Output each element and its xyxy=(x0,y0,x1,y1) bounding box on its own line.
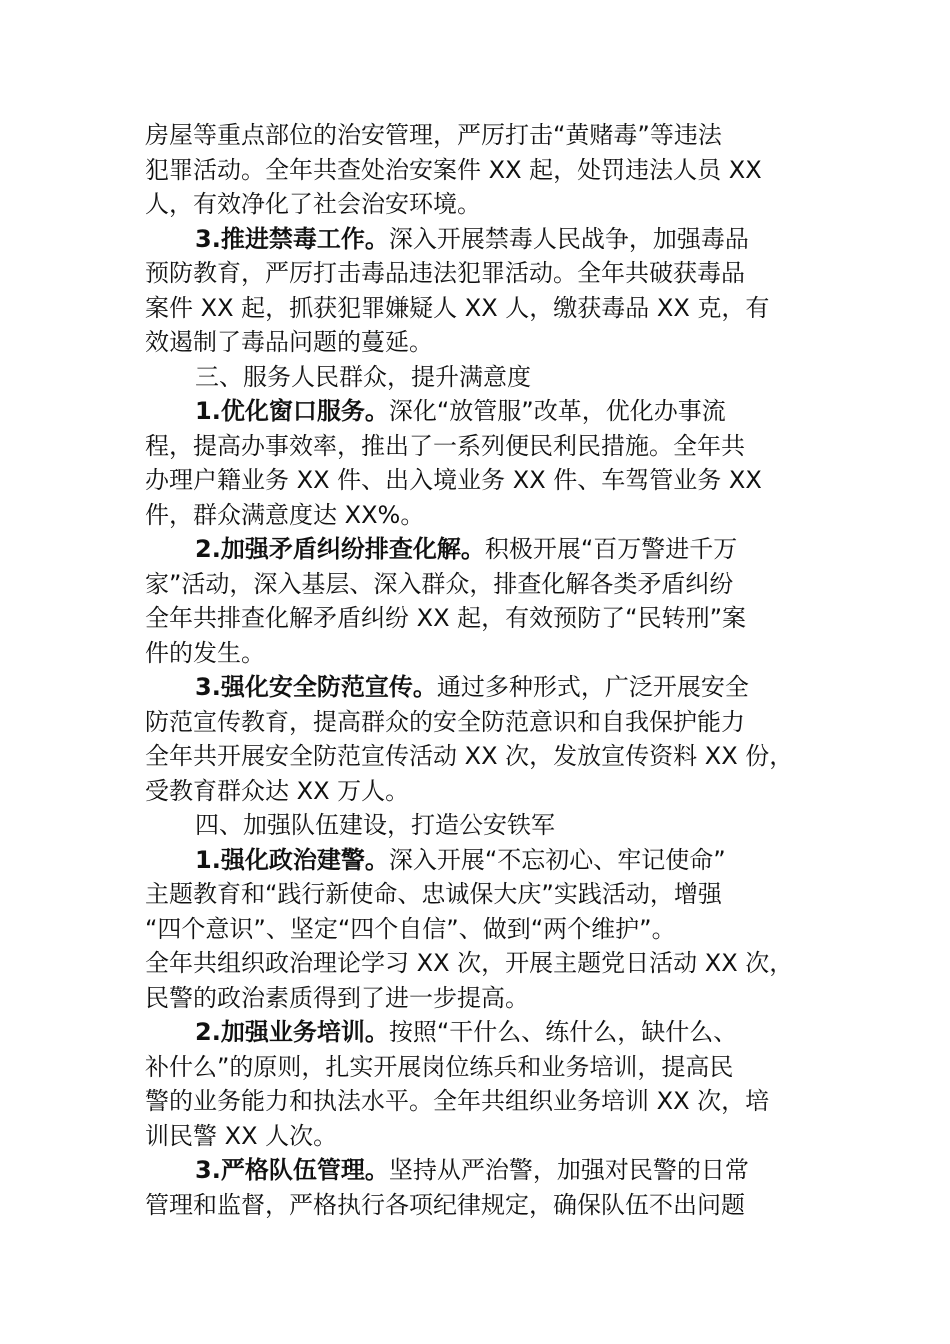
text-line xyxy=(145,877,810,912)
item-heading: 1.强化政治建警。 xyxy=(195,845,389,874)
text-line xyxy=(145,1050,810,1085)
text-line xyxy=(145,394,810,429)
line-text: 补什么”的原则，扎实开展岗位练兵和业务培训，提高民 xyxy=(145,1052,734,1081)
text-line xyxy=(145,1015,810,1050)
text-line xyxy=(145,808,810,843)
line-text: 主题教育和“践行新使命、忠诚保大庆”实践活动，增强 xyxy=(145,880,722,908)
text-line xyxy=(145,360,810,395)
line-text: 按照“干什么、练什么，缺什么、 xyxy=(388,1018,738,1046)
line-text: 深入开展禁毒人民战争，加强毒品 xyxy=(388,224,749,253)
text-line xyxy=(145,498,810,533)
text-line xyxy=(145,532,810,567)
text-line xyxy=(145,912,810,947)
document-body xyxy=(145,118,810,1222)
line-text: 预防教育，严厉打击毒品违法犯罪活动。全年共破获毒品 xyxy=(145,259,745,287)
line-text: 效遏制了毒品问题的蔓延。 xyxy=(145,328,433,356)
line-text: 深化“放管服”改革，优化办事流 xyxy=(388,397,726,425)
text-line xyxy=(145,946,810,981)
line-text: 受教育群众达 XX 万人。 xyxy=(145,776,410,805)
item-heading: 2.加强业务培训。 xyxy=(195,1018,389,1046)
line-text: 件的发生。 xyxy=(145,638,265,667)
text-line xyxy=(145,670,810,705)
line-text: 全年共排查化解矛盾纠纷 XX 起，有效预防了“民转刑”案 xyxy=(145,604,747,632)
text-line xyxy=(145,739,810,774)
line-text: 程，提高办事效率，推出了一系列便民利民措施。全年共 xyxy=(145,431,745,460)
line-text: 通过多种形式，广泛开展安全 xyxy=(436,673,749,701)
line-text: 房屋等重点部位的治安管理，严厉打击“黄赌毒”等违法 xyxy=(145,121,722,149)
item-heading: 3.强化安全防范宣传。 xyxy=(195,673,437,701)
text-line xyxy=(145,843,810,878)
text-line xyxy=(145,1119,810,1154)
text-line xyxy=(145,567,810,602)
text-line xyxy=(145,118,810,153)
section-heading: 四、加强队伍建设，打造公安铁军 xyxy=(195,811,555,839)
line-text: 家”活动，深入基层、深入群众，排查化解各类矛盾纠纷 xyxy=(145,569,734,598)
line-text: 案件 XX 起，抓获犯罪嫌疑人 XX 人，缴获毒品 XX 克，有 xyxy=(145,293,770,322)
section-heading: 三、服务人民群众，提升满意度 xyxy=(195,362,531,391)
line-text: 全年共组织政治理论学习 XX 次，开展主题党日活动 XX 次， xyxy=(145,949,794,977)
text-line xyxy=(145,325,810,360)
item-heading: 3.推进禁毒工作。 xyxy=(195,224,389,253)
line-text: 民警的政治素质得到了进一步提高。 xyxy=(145,983,529,1012)
line-text: “四个意识”、坚定“四个自信”、做到“两个维护”。 xyxy=(145,914,676,943)
text-line xyxy=(145,981,810,1016)
line-text: 犯罪活动。全年共查处治安案件 XX 起，处罚违法人员 XX xyxy=(145,155,762,184)
text-line xyxy=(145,291,810,326)
item-heading: 3.严格队伍管理。 xyxy=(195,1156,389,1184)
line-text: 管理和监督，严格执行各项纪律规定，确保队伍不出问题 xyxy=(145,1190,745,1219)
text-line xyxy=(145,601,810,636)
text-line xyxy=(145,1188,810,1223)
text-line xyxy=(145,222,810,257)
item-heading: 2.加强矛盾纠纷排查化解。 xyxy=(195,535,485,563)
text-line xyxy=(145,256,810,291)
text-line xyxy=(145,636,810,671)
line-text: 积极开展“百万警进千万 xyxy=(484,535,738,563)
line-text: 人，有效净化了社会治安环境。 xyxy=(145,190,481,218)
text-line xyxy=(145,153,810,188)
text-line xyxy=(145,1153,810,1188)
line-text: 件，群众满意度达 XX%。 xyxy=(145,500,425,529)
line-text: 警的业务能力和执法水平。全年共组织业务培训 XX 次，培 xyxy=(145,1087,770,1115)
text-line xyxy=(145,429,810,464)
line-text: 深入开展“不忘初心、牢记使命” xyxy=(388,845,726,874)
text-line xyxy=(145,463,810,498)
line-text: 防范宣传教育，提高群众的安全防范意识和自我保护能力 xyxy=(145,707,745,736)
text-line xyxy=(145,1084,810,1119)
line-text: 训民警 XX 人次。 xyxy=(145,1121,338,1150)
text-line xyxy=(145,705,810,740)
text-line xyxy=(145,774,810,809)
line-text: 办理户籍业务 XX 件、出入境业务 XX 件、车驾管业务 XX xyxy=(145,466,762,494)
line-text: 全年共开展安全防范宣传活动 XX 次，发放宣传资料 XX 份， xyxy=(145,742,794,770)
text-line xyxy=(145,187,810,222)
line-text: 坚持从严治警，加强对民警的日常 xyxy=(388,1156,749,1184)
item-heading: 1.优化窗口服务。 xyxy=(195,397,389,425)
